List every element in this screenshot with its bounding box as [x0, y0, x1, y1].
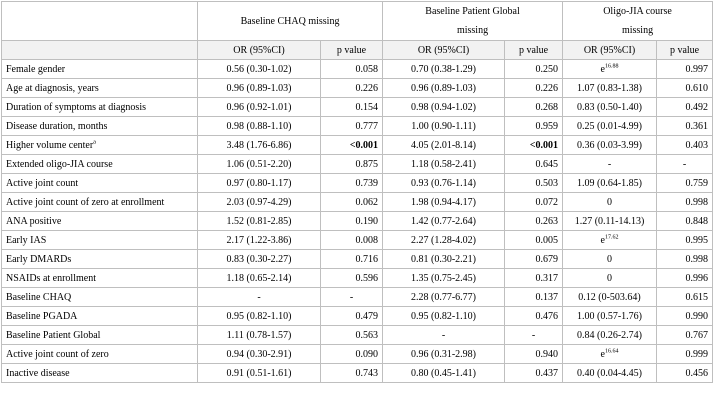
row-label-text: Duration of symptoms at diagnosis — [6, 101, 146, 113]
or-cell-oligo-course — [563, 98, 657, 117]
p-cell-patient-global — [505, 345, 563, 364]
or-cell-patient-global — [383, 269, 505, 288]
row-label — [2, 60, 198, 79]
p-cell-chaq — [321, 250, 383, 269]
or-cell-patient-global — [383, 364, 505, 383]
p-cell-patient-global — [505, 288, 563, 307]
or-cell-patient-global — [383, 60, 505, 79]
or-cell-patient-global-text: 1.00 (0.90-1.11) — [411, 120, 476, 132]
or-cell-oligo-course — [563, 269, 657, 288]
p-cell-oligo-course — [657, 307, 713, 326]
p-cell-patient-global-text: 0.317 — [535, 272, 559, 284]
or-cell-oligo-course — [563, 193, 657, 212]
header-p-1: p value — [321, 41, 383, 60]
or-cell-oligo-course — [563, 117, 657, 136]
or-cell-patient-global-text: 0.96 (0.89-1.03) — [411, 82, 477, 94]
or-cell-patient-global — [383, 117, 505, 136]
or-cell-oligo-course-text: 0.40 (0.04-4.45) — [577, 367, 643, 379]
or-cell-oligo-course-text: e — [600, 348, 605, 360]
or-cell-oligo-course — [563, 136, 657, 155]
or-cell-chaq-text: 2.03 (0.97-4.29) — [226, 196, 292, 208]
header-empty-cell — [2, 41, 198, 60]
p-cell-oligo-course-text: 0.492 — [685, 101, 709, 113]
row-label — [2, 155, 198, 174]
or-cell-chaq — [198, 155, 321, 174]
or-cell-chaq — [198, 79, 321, 98]
p-cell-oligo-course — [657, 174, 713, 193]
header-empty-cell — [2, 2, 198, 41]
p-cell-chaq — [321, 117, 383, 136]
p-cell-chaq-text: 0.596 — [355, 272, 379, 284]
p-cell-oligo-course-text: - — [682, 158, 687, 170]
or-cell-chaq-text: - — [257, 291, 261, 303]
or-cell-patient-global-text: 0.70 (0.38-1.29) — [411, 63, 477, 75]
or-cell-patient-global-text: 0.95 (0.82-1.10) — [411, 310, 477, 322]
or-cell-oligo-course-superscript: 16.88 — [604, 63, 619, 70]
p-cell-oligo-course — [657, 193, 713, 212]
p-cell-oligo-course-text: 0.998 — [685, 196, 709, 208]
or-cell-chaq — [198, 345, 321, 364]
header-p-2: p value — [505, 41, 563, 60]
or-cell-chaq — [198, 60, 321, 79]
or-cell-chaq-text: 1.11 (0.78-1.57) — [226, 329, 292, 341]
row-label-text: Age at diagnosis, years — [6, 82, 99, 94]
or-cell-patient-global — [383, 136, 505, 155]
p-cell-chaq — [321, 79, 383, 98]
or-cell-patient-global — [383, 231, 505, 250]
p-cell-chaq-text: 0.739 — [355, 177, 379, 189]
row-label — [2, 250, 198, 269]
p-cell-chaq — [321, 364, 383, 383]
p-cell-patient-global-text: 0.005 — [535, 234, 559, 246]
or-cell-chaq — [198, 98, 321, 117]
table-row — [2, 231, 713, 250]
p-cell-oligo-course-text: 0.996 — [685, 272, 709, 284]
p-cell-oligo-course-text: 0.997 — [685, 63, 709, 75]
p-cell-oligo-course — [657, 269, 713, 288]
row-label-text: Higher volume center — [6, 139, 94, 151]
row-label — [2, 79, 198, 98]
p-cell-patient-global-text: 0.268 — [535, 101, 559, 113]
results-table — [1, 1, 713, 383]
or-cell-oligo-course — [563, 345, 657, 364]
p-cell-chaq — [321, 98, 383, 117]
p-cell-patient-global — [505, 155, 563, 174]
p-cell-chaq-text: 0.190 — [355, 215, 379, 227]
p-cell-oligo-course — [657, 250, 713, 269]
p-cell-chaq — [321, 136, 383, 155]
or-cell-oligo-course-text: - — [607, 158, 612, 170]
p-cell-patient-global-text: 0.476 — [535, 310, 559, 322]
or-cell-oligo-course — [563, 155, 657, 174]
table-row — [2, 117, 713, 136]
p-cell-patient-global-text: <0.001 — [529, 139, 559, 151]
header-group-patient-global-text: Baseline Patient Global missing — [425, 6, 520, 36]
table-row — [2, 60, 713, 79]
header-or-3: OR (95%CI) — [563, 41, 657, 60]
p-cell-patient-global — [505, 231, 563, 250]
p-cell-patient-global — [505, 117, 563, 136]
table-row — [2, 269, 713, 288]
p-cell-chaq-text: 0.154 — [355, 101, 379, 113]
row-label — [2, 117, 198, 136]
or-cell-patient-global-text: 2.28 (0.77-6.77) — [411, 291, 477, 303]
row-label-text: Baseline PGADA — [6, 310, 78, 322]
row-label — [2, 269, 198, 288]
p-cell-patient-global-text: 0.437 — [535, 367, 559, 379]
p-cell-patient-global — [505, 250, 563, 269]
p-cell-patient-global-text: 0.072 — [535, 196, 559, 208]
or-cell-oligo-course — [563, 307, 657, 326]
row-label-superscript: a — [93, 139, 96, 146]
or-cell-chaq-text: 0.96 (0.92-1.01) — [226, 101, 292, 113]
table-row — [2, 79, 713, 98]
row-label — [2, 231, 198, 250]
or-cell-chaq — [198, 117, 321, 136]
row-label — [2, 193, 198, 212]
or-cell-oligo-course — [563, 231, 657, 250]
p-cell-oligo-course-text: 0.615 — [685, 291, 709, 303]
or-cell-oligo-course-text: 1.07 (0.83-1.38) — [577, 82, 643, 94]
p-cell-patient-global — [505, 269, 563, 288]
header-p-3: p value — [657, 41, 713, 60]
p-cell-patient-global-text: 0.250 — [535, 63, 559, 75]
row-label-text: Inactive disease — [6, 367, 70, 379]
or-cell-oligo-course-text: 0.36 (0.03-3.99) — [577, 139, 643, 151]
row-label-text: Active joint count of zero — [6, 348, 109, 360]
or-cell-patient-global-text: - — [441, 329, 446, 341]
p-cell-patient-global — [505, 79, 563, 98]
or-cell-chaq-text: 2.17 (1.22-3.86) — [226, 234, 292, 246]
or-cell-patient-global-text: 1.35 (0.75-2.45) — [411, 272, 477, 284]
or-cell-oligo-course — [563, 326, 657, 345]
p-cell-patient-global-text: 0.503 — [535, 177, 559, 189]
p-cell-patient-global — [505, 307, 563, 326]
header-group-chaq: Baseline CHAQ missing — [198, 2, 383, 41]
or-cell-patient-global — [383, 345, 505, 364]
row-label — [2, 212, 198, 231]
p-cell-oligo-course-text: 0.456 — [685, 367, 709, 379]
or-cell-patient-global-text: 1.98 (0.94-4.17) — [411, 196, 477, 208]
p-cell-patient-global-text: 0.263 — [535, 215, 559, 227]
p-cell-chaq — [321, 60, 383, 79]
or-cell-chaq-text: 1.06 (0.51-2.20) — [226, 158, 292, 170]
or-cell-patient-global-text: 0.96 (0.31-2.98) — [411, 348, 477, 360]
or-cell-patient-global — [383, 155, 505, 174]
or-cell-chaq-text: 0.91 (0.51-1.61) — [226, 367, 292, 379]
table-row — [2, 307, 713, 326]
row-label — [2, 326, 198, 345]
p-cell-patient-global — [505, 212, 563, 231]
p-cell-oligo-course — [657, 212, 713, 231]
or-cell-oligo-course-text: 0.25 (0.01-4.99) — [577, 120, 643, 132]
or-cell-patient-global-text: 0.81 (0.30-2.21) — [411, 253, 477, 265]
or-cell-oligo-course-text: 0.84 (0.26-2.74) — [577, 329, 643, 341]
or-cell-chaq — [198, 231, 321, 250]
or-cell-chaq-text: 0.56 (0.30-1.02) — [226, 63, 292, 75]
header-group-patient-global — [383, 2, 563, 41]
p-cell-oligo-course — [657, 155, 713, 174]
or-cell-patient-global-text: 1.42 (0.77-2.64) — [411, 215, 477, 227]
p-cell-patient-global — [505, 174, 563, 193]
table-row — [2, 155, 713, 174]
or-cell-chaq-text: 3.48 (1.76-6.86) — [226, 139, 292, 151]
row-label-text: Disease duration, months — [6, 120, 108, 132]
p-cell-oligo-course — [657, 98, 713, 117]
table-row — [2, 98, 713, 117]
header-row-columns — [2, 41, 713, 60]
row-label-text: ANA positive — [6, 215, 62, 227]
or-cell-patient-global-text: 4.05 (2.01-8.14) — [411, 139, 477, 151]
or-cell-chaq-text: 0.94 (0.30-2.91) — [226, 348, 292, 360]
p-cell-patient-global-text: - — [531, 329, 536, 341]
or-cell-chaq — [198, 307, 321, 326]
p-cell-oligo-course-text: 0.999 — [685, 348, 709, 360]
or-cell-oligo-course — [563, 288, 657, 307]
p-cell-patient-global-text: 0.959 — [535, 120, 559, 132]
header-group-oligo-course-text: Oligo-JIA course missing — [603, 6, 672, 36]
or-cell-oligo-course-text: 0.83 (0.50-1.40) — [577, 101, 643, 113]
or-cell-chaq-text: 0.96 (0.89-1.03) — [226, 82, 292, 94]
p-cell-chaq — [321, 345, 383, 364]
p-cell-chaq-text: 0.062 — [355, 196, 379, 208]
p-cell-patient-global-text: 0.226 — [535, 82, 559, 94]
table-row — [2, 326, 713, 345]
table-row — [2, 250, 713, 269]
or-cell-oligo-course-text: 0 — [607, 196, 613, 208]
or-cell-chaq — [198, 212, 321, 231]
p-cell-chaq-text: 0.777 — [355, 120, 379, 132]
p-cell-chaq-text: - — [349, 291, 354, 303]
or-cell-chaq-text: 0.97 (0.80-1.17) — [226, 177, 292, 189]
row-label-text: Early DMARDs — [6, 253, 72, 265]
or-cell-chaq — [198, 326, 321, 345]
p-cell-patient-global — [505, 136, 563, 155]
or-cell-patient-global — [383, 193, 505, 212]
or-cell-oligo-course-superscript: 17.62 — [604, 234, 619, 241]
or-cell-chaq — [198, 269, 321, 288]
p-cell-patient-global — [505, 326, 563, 345]
row-label-text: Baseline Patient Global — [6, 329, 101, 341]
or-cell-chaq — [198, 136, 321, 155]
or-cell-patient-global-text: 1.18 (0.58-2.41) — [411, 158, 477, 170]
p-cell-patient-global-text: 0.679 — [535, 253, 559, 265]
p-cell-chaq-text: 0.226 — [355, 82, 379, 94]
p-cell-oligo-course — [657, 345, 713, 364]
row-label — [2, 174, 198, 193]
table-row — [2, 193, 713, 212]
p-cell-oligo-course-text: 0.610 — [685, 82, 709, 94]
p-cell-oligo-course-text: 0.848 — [685, 215, 709, 227]
or-cell-chaq-text: 0.98 (0.88-1.10) — [226, 120, 292, 132]
p-cell-patient-global — [505, 364, 563, 383]
or-cell-patient-global — [383, 307, 505, 326]
p-cell-patient-global — [505, 60, 563, 79]
or-cell-patient-global — [383, 288, 505, 307]
header-row-groups — [2, 2, 713, 41]
or-cell-patient-global-text: 0.98 (0.94-1.02) — [411, 101, 477, 113]
p-cell-oligo-course-text: 0.998 — [685, 253, 709, 265]
table-row — [2, 212, 713, 231]
or-cell-oligo-course — [563, 79, 657, 98]
p-cell-chaq — [321, 155, 383, 174]
table-row — [2, 174, 713, 193]
or-cell-patient-global — [383, 98, 505, 117]
p-cell-oligo-course — [657, 79, 713, 98]
p-cell-oligo-course — [657, 231, 713, 250]
row-label — [2, 345, 198, 364]
or-cell-oligo-course-text: 0 — [607, 272, 613, 284]
p-cell-chaq-text: <0.001 — [349, 139, 379, 151]
p-cell-chaq — [321, 288, 383, 307]
or-cell-oligo-course-text: e — [600, 234, 605, 246]
table-row — [2, 136, 713, 155]
p-cell-oligo-course — [657, 117, 713, 136]
p-cell-oligo-course-text: 0.990 — [685, 310, 709, 322]
table-row — [2, 288, 713, 307]
p-cell-chaq-text: 0.058 — [355, 63, 379, 75]
or-cell-patient-global — [383, 212, 505, 231]
or-cell-chaq-text: 0.95 (0.82-1.10) — [226, 310, 292, 322]
p-cell-chaq-text: 0.716 — [355, 253, 379, 265]
or-cell-oligo-course — [563, 212, 657, 231]
p-cell-patient-global — [505, 98, 563, 117]
p-cell-chaq-text: 0.008 — [355, 234, 379, 246]
or-cell-oligo-course-superscript: 16.64 — [604, 348, 619, 355]
or-cell-patient-global-text: 0.80 (0.45-1.41) — [411, 367, 477, 379]
p-cell-chaq-text: 0.090 — [355, 348, 379, 360]
or-cell-patient-global — [383, 79, 505, 98]
p-cell-patient-global-text: 0.645 — [535, 158, 559, 170]
or-cell-patient-global-text: 2.27 (1.28-4.02) — [411, 234, 477, 246]
or-cell-chaq — [198, 288, 321, 307]
header-group-oligo-course — [563, 2, 713, 41]
header-or-1: OR (95%CI) — [198, 41, 321, 60]
row-label-text: Baseline CHAQ — [6, 291, 72, 303]
p-cell-chaq — [321, 193, 383, 212]
or-cell-chaq-text: 0.83 (0.30-2.27) — [226, 253, 292, 265]
or-cell-oligo-course-text: 1.00 (0.57-1.76) — [577, 310, 643, 322]
or-cell-oligo-course-text: e — [600, 63, 605, 75]
or-cell-oligo-course-text: 1.09 (0.64-1.85) — [577, 177, 643, 189]
table-row — [2, 345, 713, 364]
p-cell-patient-global-text: 0.137 — [535, 291, 559, 303]
or-cell-patient-global — [383, 326, 505, 345]
row-label-text: Early IAS — [6, 234, 47, 246]
or-cell-oligo-course-text: 0.12 (0-503.64) — [578, 291, 641, 303]
p-cell-chaq — [321, 269, 383, 288]
or-cell-chaq-text: 1.18 (0.65-2.14) — [226, 272, 292, 284]
row-label-text: Active joint count — [6, 177, 79, 189]
or-cell-oligo-course-text: 1.27 (0.11-14.13) — [574, 215, 645, 227]
table-row — [2, 364, 713, 383]
header-or-2: OR (95%CI) — [383, 41, 505, 60]
or-cell-oligo-course — [563, 250, 657, 269]
or-cell-chaq-text: 1.52 (0.81-2.85) — [226, 215, 292, 227]
p-cell-chaq — [321, 174, 383, 193]
or-cell-oligo-course — [563, 174, 657, 193]
p-cell-oligo-course-text: 0.995 — [685, 234, 709, 246]
row-label-text: Extended oligo-JIA course — [6, 158, 113, 170]
p-cell-oligo-course-text: 0.361 — [685, 120, 709, 132]
or-cell-chaq — [198, 174, 321, 193]
or-cell-chaq — [198, 250, 321, 269]
or-cell-oligo-course — [563, 60, 657, 79]
p-cell-oligo-course-text: 0.403 — [685, 139, 709, 151]
or-cell-oligo-course-text: 0 — [607, 253, 613, 265]
or-cell-patient-global-text: 0.93 (0.76-1.14) — [411, 177, 477, 189]
p-cell-chaq — [321, 231, 383, 250]
or-cell-chaq — [198, 193, 321, 212]
or-cell-patient-global — [383, 250, 505, 269]
p-cell-oligo-course — [657, 136, 713, 155]
p-cell-chaq-text: 0.563 — [355, 329, 379, 341]
row-label-text: Female gender — [6, 63, 66, 75]
row-label — [2, 307, 198, 326]
row-label — [2, 98, 198, 117]
or-cell-oligo-course — [563, 364, 657, 383]
p-cell-chaq-text: 0.743 — [355, 367, 379, 379]
row-label-text: Active joint count of zero at enrollment — [6, 196, 165, 208]
p-cell-oligo-course-text: 0.767 — [685, 329, 709, 341]
p-cell-chaq — [321, 326, 383, 345]
or-cell-chaq — [198, 364, 321, 383]
row-label — [2, 288, 198, 307]
p-cell-patient-global-text: 0.940 — [535, 348, 559, 360]
p-cell-chaq-text: 0.875 — [355, 158, 379, 170]
p-cell-oligo-course — [657, 364, 713, 383]
row-label — [2, 364, 198, 383]
p-cell-oligo-course — [657, 288, 713, 307]
p-cell-oligo-course — [657, 326, 713, 345]
p-cell-chaq-text: 0.479 — [355, 310, 379, 322]
p-cell-chaq — [321, 307, 383, 326]
or-cell-patient-global — [383, 174, 505, 193]
p-cell-oligo-course-text: 0.759 — [685, 177, 709, 189]
p-cell-chaq — [321, 212, 383, 231]
row-label-text: NSAIDs at enrollment — [6, 272, 96, 284]
p-cell-oligo-course — [657, 60, 713, 79]
row-label — [2, 136, 198, 155]
p-cell-patient-global — [505, 193, 563, 212]
